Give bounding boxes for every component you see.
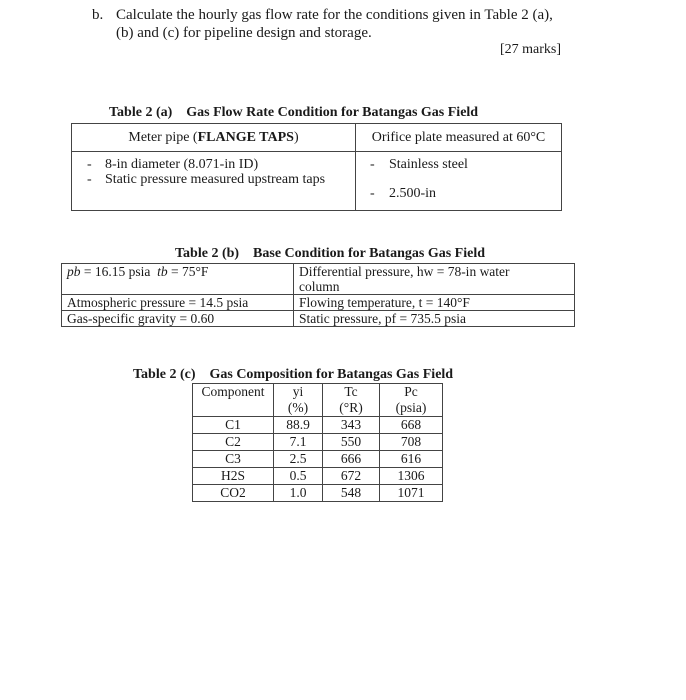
table-b-caption: Table 2 (b) Base Condition for Batangas Gas Field [175,246,485,261]
table-c-caption: Table 2 (c) Gas Composition for Batangas Gas Field [133,367,454,382]
header-line: (psia) [395,400,427,415]
table-c-header-component [193,384,274,417]
table-cell: 7.1 [274,434,323,451]
table-cell: 616 [380,451,443,468]
list-item: - 2.500-in [356,186,561,201]
table-b-cell-base-pressure-temp [62,264,294,295]
table-a-caption: Table 2 (a) Gas Flow Rate Condition for Batangas Gas Field [109,105,479,120]
differential-pressure-line-2: column [299,279,340,294]
table-cell: 2.5 [274,451,323,468]
table-a-right-cell [356,152,562,211]
list-item: - Stainless steel [356,157,561,172]
header-line: Pc [404,384,418,399]
table-c-header-pc [380,384,443,417]
table-cell: H2S [193,468,274,485]
pb-variable: pb [67,264,81,279]
table-c-header-tc [323,384,380,417]
question-text-line-1: Calculate the hourly gas flow rate for the conditions given in Table 2 (a), [116,7,553,23]
table-a-left-cell [72,152,356,211]
table-row [193,468,443,485]
tb-value: = 75°F [167,264,209,279]
table-b-cell-differential-pressure [294,264,575,295]
table-a-header-row [72,124,562,152]
table-b-cell-flowing-temperature: Flowing temperature, t = 140°F [294,295,575,311]
header-line: yi [292,384,304,399]
table-row [62,295,575,311]
table-b-cell-atmospheric-pressure: Atmospheric pressure = 14.5 psia [62,295,294,311]
table-cell: 668 [380,417,443,434]
table-cell: 0.5 [274,468,323,485]
table-cell: 672 [323,468,380,485]
table-row [193,434,443,451]
table-c-header-yi [274,384,323,417]
table-row [193,417,443,434]
table-cell: C2 [193,434,274,451]
table-cell: 88.9 [274,417,323,434]
table-c-header-row [193,384,443,417]
pb-value: = 16.15 psia [80,264,158,279]
table-cell: 666 [323,451,380,468]
header-flange-taps-text: FLANGE TAPS [197,130,294,145]
header-line: (°R) [339,400,363,415]
table-c-gas-composition [192,383,443,502]
table-cell: 1306 [380,468,443,485]
table-b-cell-gas-specific-gravity: Gas-specific gravity = 0.60 [62,311,294,327]
table-row [193,451,443,468]
marks-label: [27 marks] [500,42,562,57]
differential-pressure-line-1: Differential pressure, hw = 78-in water [299,264,510,279]
table-row [62,264,575,295]
list-item: - Static pressure measured upstream taps [72,172,355,187]
list-item: - 8-in diameter (8.071-in ID) [72,157,355,172]
table-cell: 1071 [380,485,443,502]
table-cell: 548 [323,485,380,502]
header-line: Tc [344,384,358,399]
header-meter-pipe-text: Meter pipe ( [128,130,198,145]
table-a-body-row [72,152,562,211]
question-text-line-2: (b) and (c) for pipeline design and storage. [116,25,372,41]
header-line: (%) [287,400,309,415]
header-line: Component [201,384,265,399]
table-b-base-condition [61,263,575,327]
table-cell: C3 [193,451,274,468]
table-row [193,485,443,502]
table-a-header-meter-pipe [72,124,356,152]
table-cell: 550 [323,434,380,451]
header-close-paren: ) [293,130,299,145]
table-b-cell-static-pressure: Static pressure, pf = 735.5 psia [294,311,575,327]
question-label: b. [92,7,104,23]
table-a-header-orifice-plate: Orifice plate measured at 60°C [356,124,562,152]
table-cell: 343 [323,417,380,434]
table-cell: CO2 [193,485,274,502]
table-cell: C1 [193,417,274,434]
table-cell: 708 [380,434,443,451]
table-cell: 1.0 [274,485,323,502]
table-row [62,311,575,327]
table-a-flow-rate-condition [71,123,562,211]
tb-variable: tb [157,264,168,279]
